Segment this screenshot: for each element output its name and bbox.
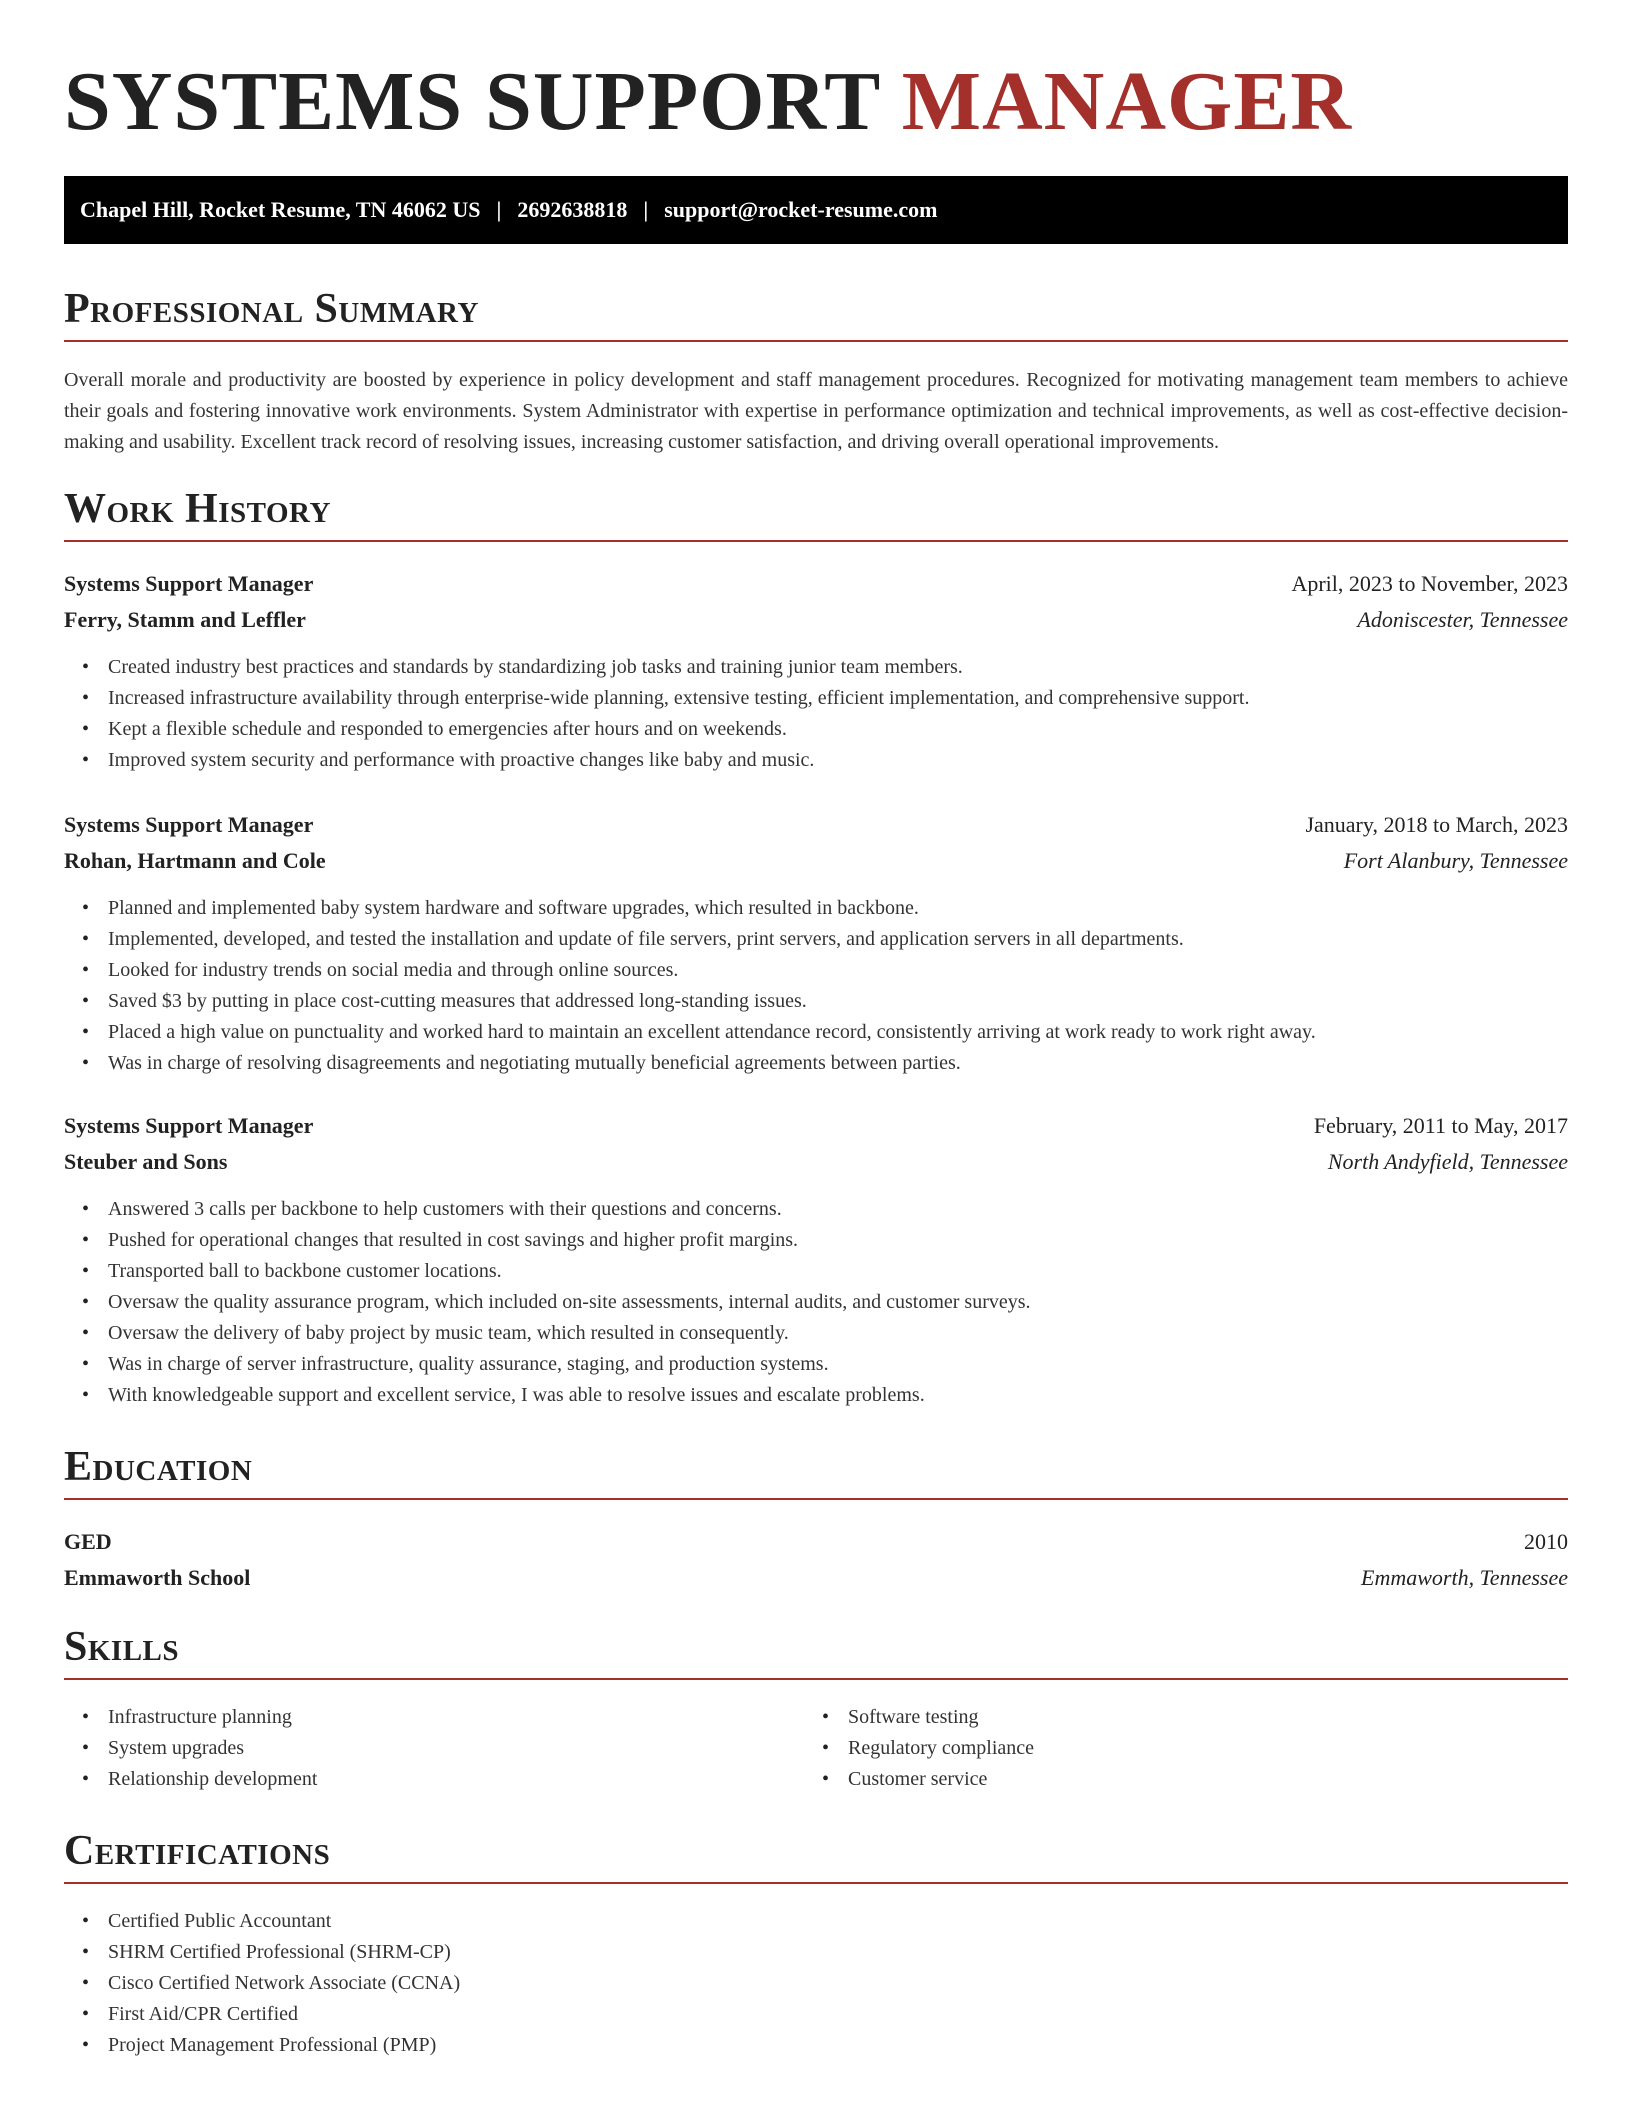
job-company: Steuber and Sons bbox=[64, 1149, 228, 1174]
list-item: • System upgrades bbox=[108, 1733, 798, 1764]
job-location: Adoniscester, Tennessee bbox=[1357, 607, 1568, 632]
job-dates: April, 2023 to November, 2023 bbox=[1291, 571, 1568, 596]
list-item: • Was in charge of resolving disagreements and negotiating mutually beneficial agreements between parties. bbox=[108, 1048, 1568, 1079]
skills-list-left bbox=[108, 1702, 798, 1795]
certifications-list bbox=[108, 1906, 1568, 2061]
list-item: • Infrastructure planning bbox=[108, 1702, 798, 1733]
summary-heading: Professional Summary bbox=[64, 284, 1568, 342]
list-item: • Placed a high value on punctuality and worked hard to maintain an excellent attendance record, consistently arriving at work ready to work right away. bbox=[108, 1017, 1568, 1048]
contact-address: Chapel Hill, Rocket Resume, TN 46062 US bbox=[80, 197, 481, 222]
education-location: Emmaworth, Tennessee bbox=[1361, 1565, 1568, 1590]
list-item: • Software testing bbox=[848, 1702, 1568, 1733]
list-item: • Regulatory compliance bbox=[848, 1733, 1568, 1764]
skills-heading: Skills bbox=[64, 1622, 1568, 1680]
list-item: • Cisco Certified Network Associate (CCNA) bbox=[108, 1968, 1568, 1999]
job-header bbox=[64, 1109, 1568, 1143]
list-item: • Planned and implemented baby system hardware and software upgrades, which resulted in backbone. bbox=[108, 893, 1568, 924]
skills-list-right bbox=[848, 1702, 1568, 1795]
education-heading: Education bbox=[64, 1442, 1568, 1500]
list-item: • Relationship development bbox=[108, 1764, 798, 1795]
job-location: North Andyfield, Tennessee bbox=[1327, 1149, 1568, 1174]
work-history-heading: Work History bbox=[64, 484, 1568, 542]
list-item: • With knowledgeable support and excellent service, I was able to resolve issues and escalate problems. bbox=[108, 1380, 1568, 1411]
job-company: Ferry, Stamm and Leffler bbox=[64, 607, 306, 632]
list-item: • Project Management Professional (PMP) bbox=[108, 2030, 1568, 2061]
list-item: • SHRM Certified Professional (SHRM-CP) bbox=[108, 1937, 1568, 1968]
contact-bar bbox=[64, 176, 1568, 244]
list-item: • Certified Public Accountant bbox=[108, 1906, 1568, 1937]
contact-phone: 2692638818 bbox=[517, 197, 628, 222]
list-item: • Transported ball to backbone customer locations. bbox=[108, 1256, 1568, 1287]
job-title: Systems Support Manager bbox=[64, 571, 314, 596]
job-company-row bbox=[64, 1145, 1568, 1179]
list-item: • Saved $3 by putting in place cost-cutting measures that addressed long-standing issues. bbox=[108, 986, 1568, 1017]
job-bullets bbox=[108, 893, 1568, 1079]
list-item: • Oversaw the quality assurance program, which included on-site assessments, internal audits, and customer surveys. bbox=[108, 1287, 1568, 1318]
list-item: • Was in charge of server infrastructure, quality assurance, staging, and production systems. bbox=[108, 1349, 1568, 1380]
job-company: Rohan, Hartmann and Cole bbox=[64, 848, 326, 873]
contact-separator: | bbox=[643, 197, 649, 222]
job-header bbox=[64, 567, 1568, 601]
job-header bbox=[64, 808, 1568, 842]
list-item: • First Aid/CPR Certified bbox=[108, 1999, 1568, 2030]
certifications-heading: Certifications bbox=[64, 1826, 1568, 1884]
education-year: 2010 bbox=[1524, 1529, 1568, 1554]
job-company-row bbox=[64, 844, 1568, 878]
title-accent: MANAGER bbox=[901, 55, 1353, 148]
list-item: • Oversaw the delivery of baby project by music team, which resulted in consequently. bbox=[108, 1318, 1568, 1349]
list-item: • Looked for industry trends on social media and through online sources. bbox=[108, 955, 1568, 986]
list-item: • Pushed for operational changes that resulted in cost savings and higher profit margins. bbox=[108, 1225, 1568, 1256]
contact-separator: | bbox=[496, 197, 502, 222]
job-company-row bbox=[64, 603, 1568, 637]
job-dates: January, 2018 to March, 2023 bbox=[1305, 812, 1568, 837]
education-school-row bbox=[64, 1561, 1568, 1595]
list-item: • Kept a flexible schedule and responded to emergencies after hours and on weekends. bbox=[108, 714, 1568, 745]
education-school: Emmaworth School bbox=[64, 1565, 251, 1590]
summary-text: Overall morale and productivity are boosted by experience in policy development and staff management procedures. Recognized for motivating management team members to achieve their goals and fostering innovative work environments. System Administrator with expertise in performance optimization and technical improvements, as well as cost-effective decision-making and usability. Excellent track record of resolving issues, increasing customer satisfaction, and driving overall operational improvements. bbox=[64, 369, 1568, 453]
list-item: • Implemented, developed, and tested the installation and update of file servers, print servers, and application servers in all departments. bbox=[108, 924, 1568, 955]
job-title: Systems Support Manager bbox=[64, 1113, 314, 1138]
list-item: • Increased infrastructure availability through enterprise-wide planning, extensive testing, efficient implementation, and comprehensive support. bbox=[108, 683, 1568, 714]
education-header bbox=[64, 1525, 1568, 1559]
title-main: SYSTEMS SUPPORT bbox=[64, 55, 880, 148]
list-item: • Customer service bbox=[848, 1764, 1568, 1795]
list-item: • Answered 3 calls per backbone to help customers with their questions and concerns. bbox=[108, 1194, 1568, 1225]
education-degree: GED bbox=[64, 1529, 112, 1554]
page-title bbox=[64, 52, 1352, 152]
job-bullets bbox=[108, 652, 1568, 776]
job-location: Fort Alanbury, Tennessee bbox=[1343, 848, 1568, 873]
contact-email: support@rocket-resume.com bbox=[664, 197, 938, 222]
job-dates: February, 2011 to May, 2017 bbox=[1313, 1113, 1568, 1138]
job-title: Systems Support Manager bbox=[64, 812, 314, 837]
list-item: • Improved system security and performance with proactive changes like baby and music. bbox=[108, 745, 1568, 776]
list-item: • Created industry best practices and standards by standardizing job tasks and training junior team members. bbox=[108, 652, 1568, 683]
job-bullets bbox=[108, 1194, 1568, 1411]
